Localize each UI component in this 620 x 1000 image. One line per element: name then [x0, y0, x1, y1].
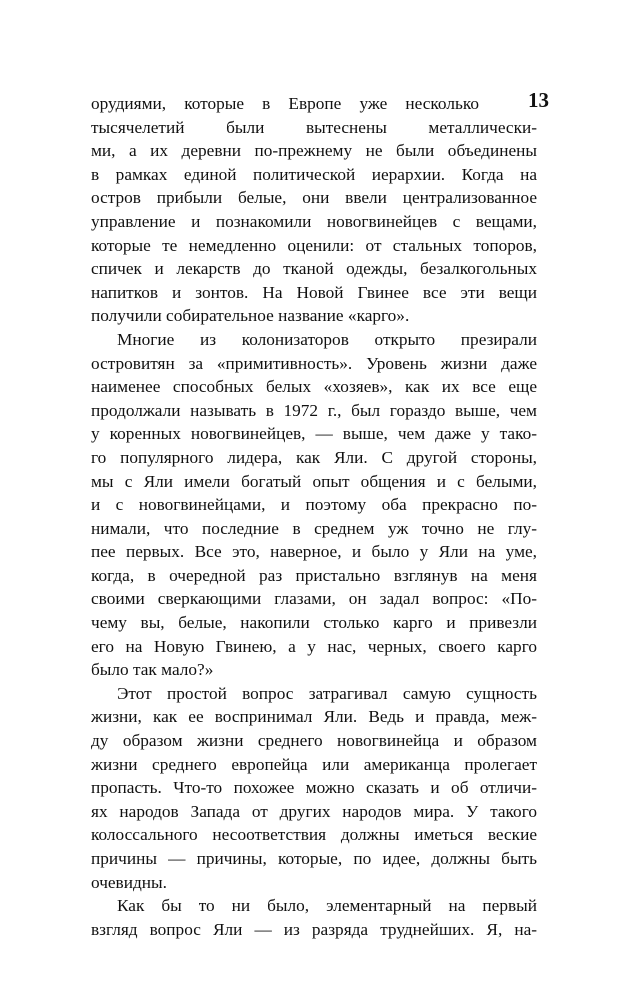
text-line: островитян за «примитивность». Уровень жизни даже [91, 353, 537, 373]
text-line: ми, а их деревни по-прежнему не были объединены [91, 141, 537, 161]
text-line: го популярного лидера, как Яли. С другой стороны, [91, 447, 537, 467]
text-line: тысячелетий были вытеснены металлически- [91, 117, 537, 137]
page-number: 13 [528, 88, 549, 112]
text-line: взгляд вопрос Яли — из разряда труднейших. Я, на- [91, 919, 537, 939]
paragraph-4 [91, 894, 537, 941]
text-line: чему вы, белые, накопили столько карго и привезли [91, 613, 537, 633]
paragraph-2 [91, 328, 537, 682]
text-line: орудиями, которые в Европе уже несколько [91, 94, 479, 113]
text-line: и с новогвинейцами, и поэтому оба прекрасно по- [91, 495, 537, 515]
text-line: пропасть. Что-то похожее можно сказать и об отличи- [91, 778, 537, 798]
text-line: продолжали называть в 1972 г., был гораздо выше, чем [91, 400, 537, 420]
text-line: Как бы то ни было, элементарный на первый [117, 896, 537, 916]
text-line: ду образом жизни среднего новогвинейца и образом [91, 731, 537, 751]
text-line: получили собирательное название «карго». [91, 306, 410, 326]
text-line: когда, в очередной раз пристально взглянув на меня [91, 565, 537, 585]
paragraph-3 [91, 682, 537, 894]
text-line: спичек и лекарств до тканой одежды, безалкогольных [91, 259, 537, 279]
text-line: наименее способных белых «хозяев», как их все еще [91, 377, 537, 397]
text-line: остров прибыли белые, они ввели централизованное [91, 188, 537, 208]
text-line: Этот простой вопрос затрагивал самую сущность [117, 683, 537, 703]
text-line: жизни среднего европейца или американца пролегает [91, 754, 537, 774]
text-line: напитков и зонтов. На Новой Гвинее все эти вещи [91, 282, 537, 302]
text-line: у коренных новогвинейцев, — выше, чем даже у тако- [91, 424, 537, 444]
text-line: ях народов Запада от других народов мира. У такого [91, 801, 537, 821]
text-line: Многие из колонизаторов открыто презирали [117, 329, 537, 349]
text-line: мы с Яли имели богатый опыт общения и с белыми, [91, 471, 537, 491]
text-line: было так мало?» [91, 660, 214, 680]
paragraph-1 [91, 92, 537, 328]
text-line: очевидны. [91, 872, 167, 892]
text-line: пее первых. Все это, наверное, и было у Яли на уме, [91, 542, 537, 562]
text-line: колоссального несоответствия должны иметься веские [91, 825, 537, 845]
text-line: которые те немедленно оценили: от стальных топоров, [91, 235, 537, 255]
book-page [91, 88, 549, 941]
text-line: своими сверкающими глазами, он задал вопрос: «По- [91, 589, 537, 609]
text-line: жизни, как ее воспринимал Яли. Ведь и правда, меж- [91, 707, 537, 727]
text-line: нимали, что последние в среднем уж точно не глу- [91, 518, 537, 538]
text-line: управление и познакомили новогвинейцев с вещами, [91, 211, 537, 231]
text-line: причины — причины, которые, по идее, должны быть [91, 849, 537, 868]
text-line: в рамках единой политической иерархии. Когда на [91, 164, 537, 184]
text-line: его на Новую Гвинею, а у нас, черных, своего карго [91, 636, 537, 656]
